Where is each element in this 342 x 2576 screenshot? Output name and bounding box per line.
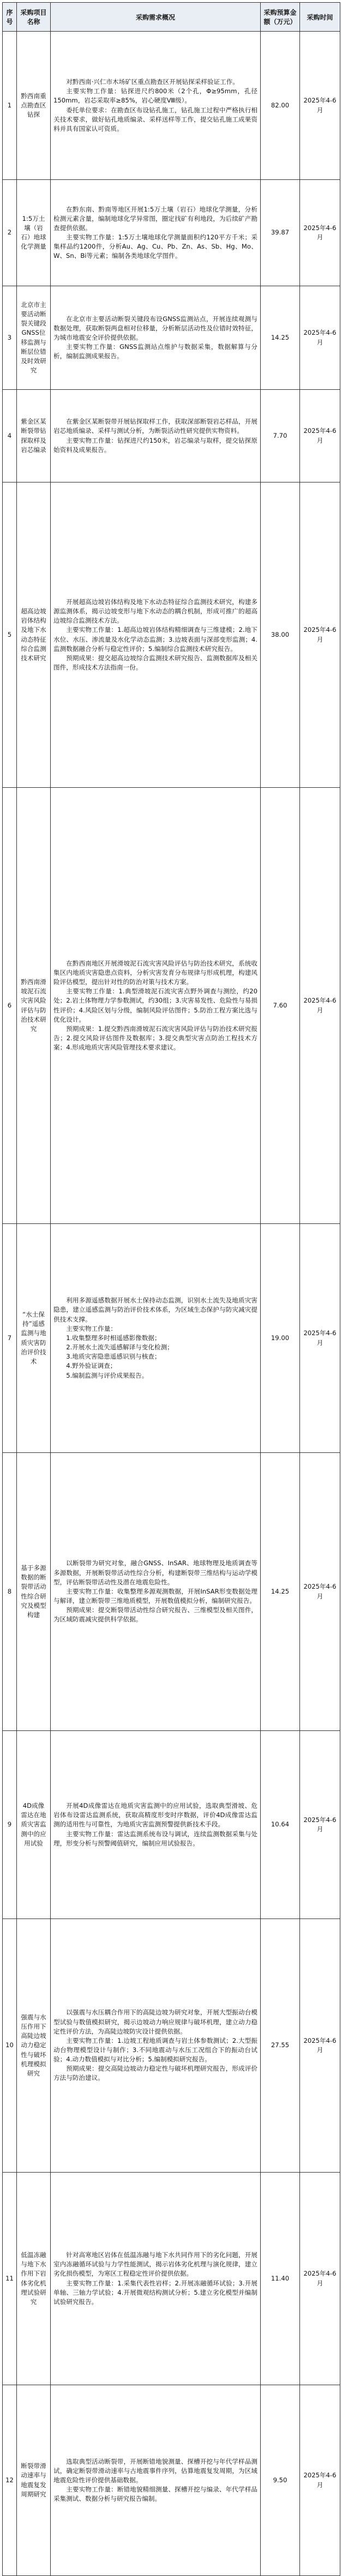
row-budget: 14.25 xyxy=(261,1453,300,1731)
row-budget: 7.60 xyxy=(261,788,300,1224)
row-number: 4 xyxy=(3,390,17,482)
summary-paragraph: 预期成果：提交超高边坡综合监测技术研究报告、监测数据库及相关图件，形成技术方法指南一份。 xyxy=(53,654,257,671)
row-time: 2025年4-6月 xyxy=(300,32,340,180)
row-number: 9 xyxy=(3,1731,17,1919)
summary-paragraph: 在北京市主要活动断裂关键段布设GNSS监测站点，开展连续观测与数据处理，获取断裂两盘相对位移量，分析断层活动性及位错时效特征，为城市地震安全评价提供依据。 xyxy=(53,315,257,341)
row-time: 2025年4-6月 xyxy=(300,2173,340,2385)
row-time: 2025年4-6月 xyxy=(300,2385,340,2576)
summary-paragraph: 委托单位要求：在勘查区布设钻孔施工，钻孔施工过程中严格执行相关技术要求，做好钻孔地质编录、采样送样等工作，提交钻孔施工成果资料并具有国家认可资质。 xyxy=(53,106,257,132)
row-number: 6 xyxy=(3,788,17,1224)
row-project-name: 基于多源数据的断裂带活动性综合研究及模型构建 xyxy=(17,1453,51,1731)
summary-paragraph: 预期成果：1.提交黔西南滑坡泥石流灾害风险评估与防治技术研究报告；2.提交风险评估图件及数据库；3.提交典型灾害点防治工程技术方案；4.形成地质灾害风险管理技术要求建议。 xyxy=(53,1024,257,1052)
row-project-name: “水土保持”遥感监测与地质灾害防治评价技术 xyxy=(17,1224,51,1453)
row-project-name: 低温冻融与地下水作用下岩体劣化机理试验研究 xyxy=(17,2173,51,2385)
summary-paragraph: 在紫金区某断裂带开展钻探取样工作，获取深部断裂岩芯样品，开展岩芯地质编录、采样与测试分析，为断裂活动性研究提供实物资料。 xyxy=(53,418,257,435)
row-time: 2025年4-6月 xyxy=(300,390,340,482)
table-row xyxy=(3,286,340,390)
summary-paragraph: 以断裂带为研究对象，融合GNSS、InSAR、地球物理及地质调查等多源数据，开展断裂带活动性综合分析，构建断裂带三维结构与运动学模型，评估断裂带活动性及潜在地震危险性。 xyxy=(53,1559,257,1586)
summary-paragraph: 2.开展水土流失遥感解译与变化检测； xyxy=(66,1343,173,1352)
row-time: 2025年4-6月 xyxy=(300,1731,340,1919)
row-number: 7 xyxy=(3,1224,17,1453)
row-summary xyxy=(51,482,261,788)
table-row xyxy=(3,1453,340,1731)
row-time: 2025年4-6月 xyxy=(300,788,340,1224)
row-summary xyxy=(51,2385,261,2576)
summary-paragraph: 3.地质灾害隐患遥感识别与核查； xyxy=(66,1353,161,1361)
summary-paragraph: 预期成果：提交高陡边坡动力稳定性与破坏机理研究报告，形成评价方法与防治建议。 xyxy=(53,2065,257,2082)
row-time: 2025年4-6月 xyxy=(300,180,340,286)
row-project-name: 4D成像雷达在地质灾害监测中的应用试验 xyxy=(17,1731,51,1919)
row-time: 2025年4-6月 xyxy=(300,1919,340,2173)
row-summary xyxy=(51,1919,261,2173)
table-row xyxy=(3,1731,340,1919)
header-summary: 采购需求概况 xyxy=(51,3,261,32)
row-number: 8 xyxy=(3,1453,17,1731)
row-budget: 38.00 xyxy=(261,482,300,788)
summary-paragraph: 对黔西南·兴仁市木场矿区重点勘查区开展钻探采样验证工作。 xyxy=(66,78,239,86)
summary-paragraph: 主要实物工作量：断错地貌精细测量、探槽开挖与编录、年代学样品采集测试、数据分析与研究报告编制。 xyxy=(53,2485,257,2503)
table-body xyxy=(3,32,340,2576)
table-row xyxy=(3,482,340,788)
procurement-table xyxy=(2,2,340,2576)
row-number: 11 xyxy=(3,2173,17,2385)
row-budget: 19.00 xyxy=(261,1224,300,1453)
summary-paragraph: 针对高寒地区岩体在低温冻融与地下水共同作用下的劣化问题，开展室内冻融循环试验与力学性能测试，揭示岩体劣化机理与演化规律，建立劣化损伤模型，为寒区工程稳定性评价提供依据。 xyxy=(53,2251,257,2278)
row-budget: 14.25 xyxy=(261,286,300,390)
row-number: 2 xyxy=(3,180,17,286)
row-summary xyxy=(51,32,261,180)
summary-paragraph: 主要实物工作量：1.边坡工程地质调查与岩土体参数测试；2.大型振动台物理模型设计与制作；3.不同地震动与水压工况组合下的振动台试验；4.动力数值模拟与对比分析；5.编制模拟研究报告。 xyxy=(53,2036,257,2064)
summary-paragraph: 在黔西南地区开展滑坡泥石流灾害风险评估与防治技术研究，系统收集区内地质灾害隐患点资料，分析灾害发育分布规律与形成机理，构建风险评估模型，提出针对性的防治对策与技术方案。 xyxy=(53,959,257,986)
row-project-name: 紫金区某断裂带钻探取样及岩芯编录 xyxy=(17,390,51,482)
summary-paragraph: 以强震与水压耦合作用下的高陡边坡为研究对象，开展大型振动台模型试验与数值模拟研究，揭示边坡动力响应规律与破坏机理，建立动力稳定性评价方法，为高陡边坡防灾设计提供依据。 xyxy=(53,2008,257,2035)
header-budget: 采购预算金额（万元） xyxy=(261,3,300,32)
table-row xyxy=(3,32,340,180)
summary-paragraph: 主要实物工作量：雷达监测系统布设与调试，连续监测数据采集与处理，形变分析与预警阈值研究，编制应用试验报告。 xyxy=(53,1830,257,1847)
row-project-name: 强震与水压作用下高陡边坡动力稳定性与破坏机理模拟研究 xyxy=(17,1919,51,2173)
table-row xyxy=(3,788,340,1224)
row-summary xyxy=(51,1224,261,1453)
row-time: 2025年4-6月 xyxy=(300,482,340,788)
row-project-name: 北京市主要活动断裂关键段GNSS位移监测与断层位错及时效研究 xyxy=(17,286,51,390)
row-summary xyxy=(51,180,261,286)
row-summary xyxy=(51,1453,261,1731)
row-summary xyxy=(51,390,261,482)
summary-paragraph: 1.收集整理多时相遥感影像数据； xyxy=(66,1334,161,1342)
summary-paragraph: 主要实物工作量：1.采集代表性岩样；2.开展冻融循环试验；3.开展单轴、三轴力学试验；4.开展微观结构测试分析；5.建立劣化模型并编制试验研究报告。 xyxy=(53,2279,257,2306)
summary-paragraph: 主要实物工作量：收集整理多源观测数据，开展InSAR形变数据处理与解译，建立断裂带三维地质模型，开展数值模拟分析，编制研究报告。 xyxy=(53,1587,257,1605)
table-row xyxy=(3,2173,340,2385)
table-row xyxy=(3,180,340,286)
summary-paragraph: 主要实物工作量：1.典型滑坡泥石流灾害点野外调查与测绘，约20处；2.岩土体物理力学参数测试，约30组；3.灾害易发性、危险性与易损性评价；4.风险区划与分级，编制风险评估图件；5.防治工程方案比选与优化设计。 xyxy=(53,987,257,1023)
row-project-name: 黔西南滑坡泥石流灾害风险评估与防治技术研究 xyxy=(17,788,51,1224)
row-number: 10 xyxy=(3,1919,17,2173)
summary-paragraph: 预期成果：提交断裂带活动性综合研究报告、三维模型及相关图件，为区域防震减灾提供科学依据。 xyxy=(53,1606,257,1624)
row-project-name: 断裂带滑动速率与地震复发周期研究 xyxy=(17,2385,51,2576)
summary-paragraph: 主要实物工作量：GNSS监测站点维护与数据采集，数据解算与分析，编制监测成果报告。 xyxy=(53,343,257,360)
summary-paragraph: 利用多源遥感数据开展水土保持动态监测，识别水土流失及地质灾害隐患，建立遥感监测与防治评价技术体系，为区域生态保护与防灾减灾提供技术支撑。 xyxy=(53,1296,257,1323)
row-time: 2025年4-6月 xyxy=(300,1224,340,1453)
summary-paragraph: 开展4D成像雷达在地质灾害监测中的应用试验，选取典型滑坡、危岩体布设雷达监测系统，获取高精度形变时序数据，评价4D成像雷达监测的适用性与可靠性，为地质灾害监测预警提供新技术手段。 xyxy=(53,1802,257,1829)
row-time: 2025年4-6月 xyxy=(300,1453,340,1731)
row-project-name: 超高边坡岩体结构及地下水动态特征综合监测技术研究 xyxy=(17,482,51,788)
summary-paragraph: 5.编制监测与评价成果报告。 xyxy=(66,1371,148,1379)
summary-paragraph: 主要实物工作量：钻探进尺约800米（2个孔，Φ≥95mm，孔径150mm，岩芯采取率≥85%，岩心硬度Ⅷ级）。 xyxy=(53,87,257,105)
table-row xyxy=(3,2385,340,2576)
header-no: 序号 xyxy=(3,3,17,32)
summary-paragraph: 选取典型活动断裂带，开展断错地貌测量、探槽开挖与年代学样品测试，确定断裂带滑动速率与古地震事件序列，估算地震复发周期，为区域地震危险性评价提供基础数据。 xyxy=(53,2457,257,2484)
header-project-name: 采购项目名称 xyxy=(17,3,51,32)
row-time: 2025年4-6月 xyxy=(300,286,340,390)
row-project-name: 1:5万土壤（岩石）地球化学测量 xyxy=(17,180,51,286)
row-summary xyxy=(51,788,261,1224)
row-number: 5 xyxy=(3,482,17,788)
summary-paragraph: 在黔东南、黔南等地区开展1:5万土壤（岩石）地球化学测量，分析检测元素含量，编制地球化学异常图，圈定找矿有利地段，为后续矿产勘查提供依据。 xyxy=(53,205,257,232)
summary-paragraph: 主要实物工作量：1:5万土壤地球化学测量面积约120平方千米；采集样品约1200件，分析Au、Ag、Cu、Pb、Zn、As、Sb、Hg、Mo、W、Sn、Bi等元素；编制各类地球化学图件。 xyxy=(53,233,257,260)
row-budget: 11.40 xyxy=(261,2173,300,2385)
row-budget: 7.70 xyxy=(261,390,300,482)
summary-paragraph: 开展超高边坡岩体结构及地下水动态特征综合监测技术研究，构建多源监测体系，揭示边坡变形与地下水动态的耦合机制，形成可推广的超高边坡综合监测技术方法。 xyxy=(53,598,257,625)
row-budget: 9.50 xyxy=(261,2385,300,2576)
table-row xyxy=(3,1919,340,2173)
summary-paragraph: 主要实物工作量：1.超高边坡岩体结构精细调查与三维建模；2.地下水位、水压、渗流量及水化学动态监测；3.边坡表面与深部变形监测；4.监测数据融合分析与稳定性评价；5.编制综合监测技术研究报告。 xyxy=(53,626,257,653)
row-summary xyxy=(51,1731,261,1919)
row-budget: 10.64 xyxy=(261,1731,300,1919)
table-header-row xyxy=(3,3,340,32)
row-summary xyxy=(51,2173,261,2385)
row-number: 12 xyxy=(3,2385,17,2576)
summary-paragraph: 4.野外验证调查； xyxy=(66,1362,117,1370)
summary-paragraph: 主要实物工作量： xyxy=(66,1324,117,1332)
row-budget: 39.87 xyxy=(261,180,300,286)
header-time: 采购时间 xyxy=(300,3,340,32)
table-row xyxy=(3,390,340,482)
table-row xyxy=(3,1224,340,1453)
row-budget: 27.55 xyxy=(261,1919,300,2173)
row-number: 3 xyxy=(3,286,17,390)
row-summary xyxy=(51,286,261,390)
row-number: 1 xyxy=(3,32,17,180)
summary-paragraph: 主要实物工作量：钻探进尺约150米，岩芯编录与取样，提交钻探原始资料及成果报告。 xyxy=(53,436,257,454)
row-project-name: 黔西南重点勘查区钻探 xyxy=(17,32,51,180)
row-budget: 82.00 xyxy=(261,32,300,180)
